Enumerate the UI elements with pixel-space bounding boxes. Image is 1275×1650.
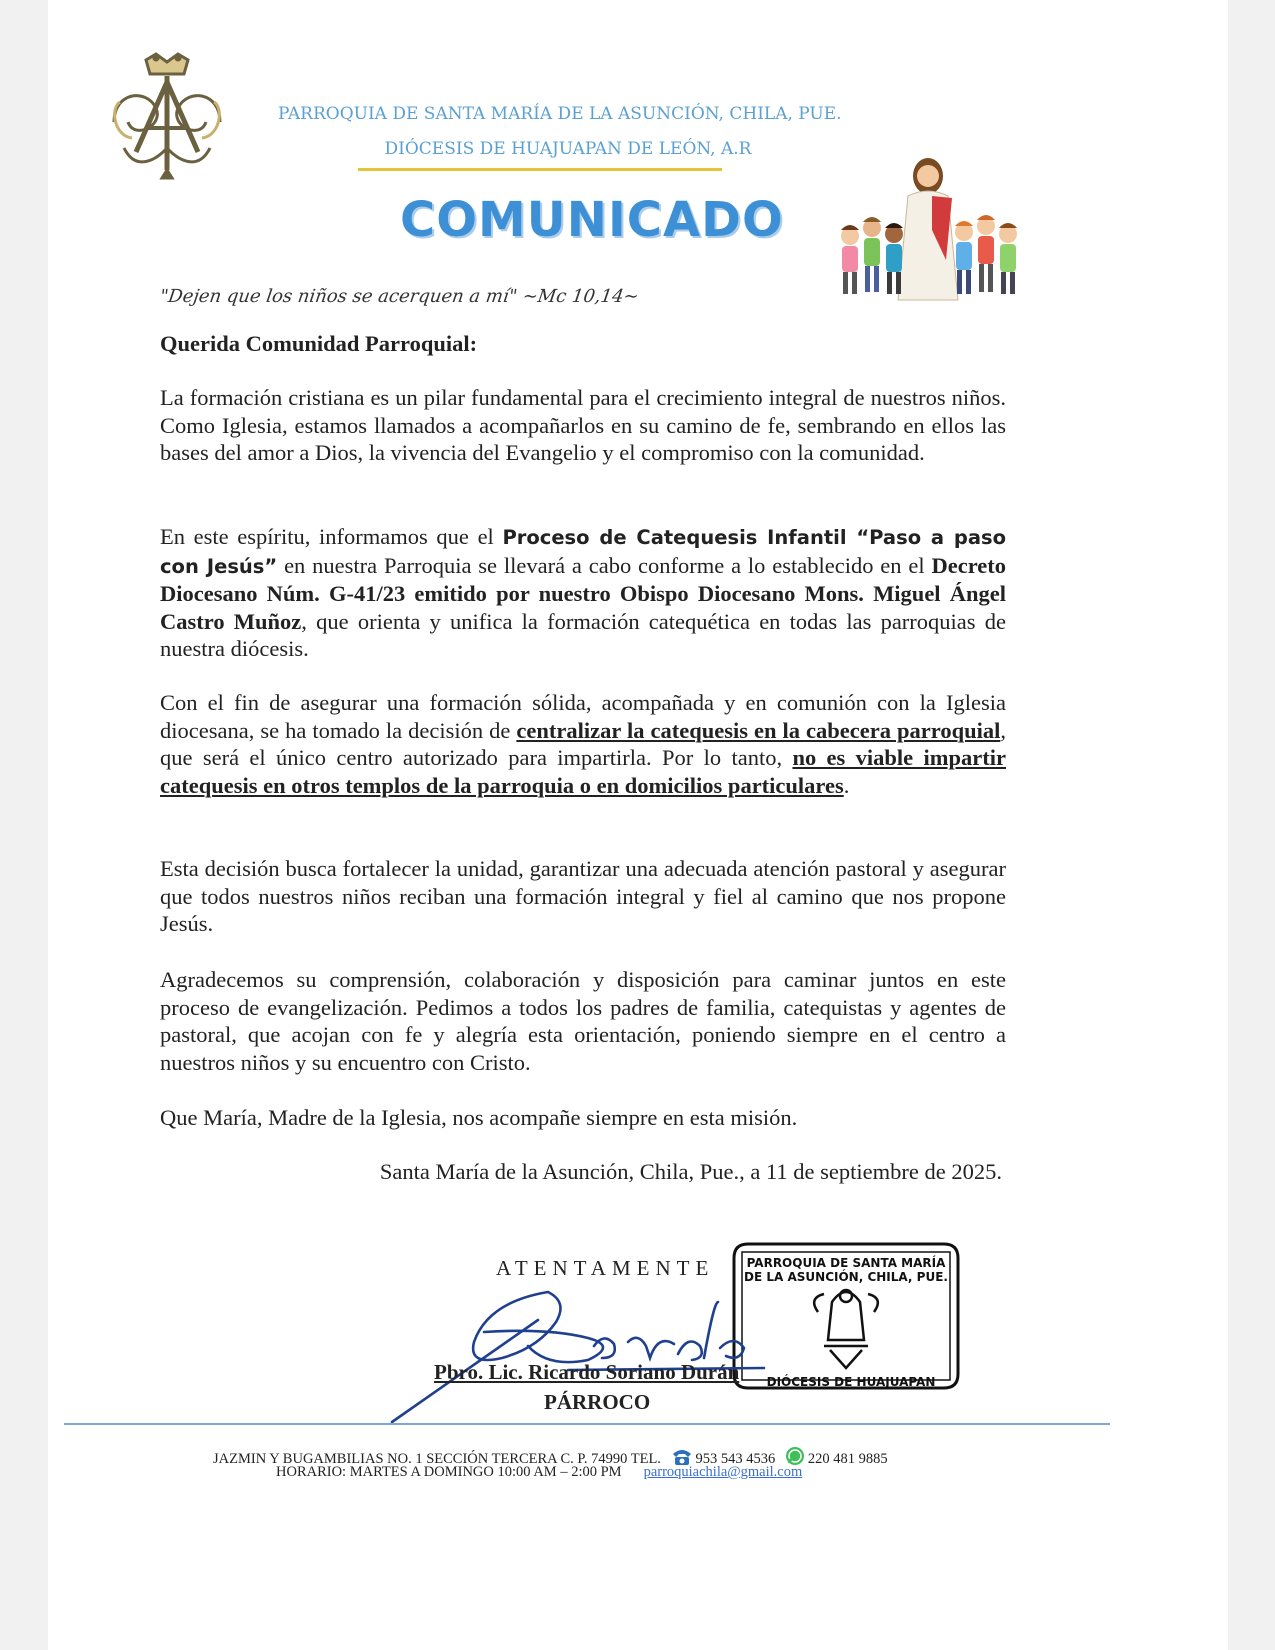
p3-text: Con el fin de asegurar una formación sólida, acompañada y en comunión con la Iglesia diocesana, se ha tomado la decisión de (160, 690, 1006, 743)
paragraph-5: Agradecemos su comprensión, colaboración y disposición para caminar juntos en este proceso de evangelización. Pedimos a todos los padres de familia, catequistas y agentes de pastoral, que acojan con fe y alegría esta orientación, poniendo siempre en el centro a nuestros niños y su encuentro con Cristo. (160, 967, 1006, 1075)
p2-text: En este espíritu, informamos que el (160, 524, 503, 549)
footer-divider (64, 1423, 1110, 1425)
decree-reference: Decreto Diocesano Núm. G-41/23 emitido por nuestro Obispo Diocesano Mons. Miguel Ángel Castro Muñoz (160, 552, 1006, 634)
footer-hours: HORARIO: MARTES A DOMINGO 10:00 AM – 2:00 PM (276, 1464, 622, 1480)
document-page (48, 0, 1228, 1650)
whatsapp-icon (785, 1446, 805, 1466)
p2-text: , que orienta y unifica la formación catequética en todas las parroquias de nuestra diócesis. (160, 608, 1006, 661)
stamp-parish-text: PARROQUIA DE SANTA MARÍA DE LA ASUNCIÓN, CHILA, PUE. (744, 1256, 948, 1284)
scripture-motto: "Dejen que los niños se acerquen a mí" ~Mc 10,14~ (158, 286, 641, 307)
footer-address: JAZMIN Y BUGAMBILIAS NO. 1 SECCIÓN TERCERA C. P. 74990 TEL. (213, 1451, 661, 1467)
parish-name: PARROQUIA DE SANTA MARÍA DE LA ASUNCIÓN, CHILA, PUE. (278, 104, 842, 124)
diocese-name: DIÓCESIS DE HUAJUAPAN DE LEÓN, A.R (384, 139, 752, 159)
letter-date: Santa María de la Asunción, Chila, Pue., a 11 de septiembre de 2025. (379, 1159, 1002, 1184)
paragraph-2 (160, 523, 1006, 663)
header-underline (358, 168, 722, 171)
signer-role: PÁRROCO (544, 1390, 651, 1414)
p3-text: , que será el único centro autorizado para impartirla. Por lo tanto, (160, 717, 1006, 770)
catechesis-program-name: Proceso de Catequesis Infantil “Paso a paso con Jesús” (160, 526, 1006, 578)
footer-email-link[interactable]: parroquiachila@gmail.com (643, 1464, 803, 1480)
greeting: Querida Comunidad Parroquial: (160, 331, 478, 356)
paragraph-1: La formación cristiana es un pilar fundamental para el crecimiento integral de nuestros niños. Como Iglesia, estamos llamados a acompañarlos en su camino de fe, sembrando en ellos las bases del amor a Dios, la vivencia del Evangelio y el compromiso con la comunidad. (160, 385, 1006, 465)
footer-whatsapp: 220 481 9885 (807, 1451, 888, 1467)
p3-text: . (843, 772, 850, 798)
footer-hours-line (276, 1464, 802, 1481)
signer-name: Pbro. Lic. Ricardo Soriano Durán (434, 1360, 740, 1384)
document-title: COMUNICADO (400, 192, 784, 248)
not-viable-statement: no es viable impartir catequesis en otros templos de la parroquia o en domicilios particulares (160, 745, 1006, 798)
stamp-diocese-text: DIÓCESIS DE HUAJUAPAN (766, 1375, 936, 1389)
centralize-statement: centralizar la catequesis en la cabecera parroquial (516, 717, 1001, 743)
p2-text: en nuestra Parroquia se llevará a cabo conforme a lo establecido en el (277, 552, 932, 578)
jesus-with-children-illustration (828, 150, 1028, 315)
parish-logo-icon (106, 52, 228, 182)
closing-word: ATENTAMENTE (496, 1256, 715, 1280)
paragraph-4: Esta decisión busca fortalecer la unidad, garantizar una adecuada atención pastoral y asegurar que todos nuestros niños reciban una formación integral y fiel al camino que nos propone Jesús. (160, 856, 1006, 936)
paragraph-6: Que María, Madre de la Iglesia, nos acompañe siempre en esta misión. (160, 1105, 798, 1130)
footer-phone: 953 543 4536 (695, 1451, 776, 1467)
paragraph-3 (160, 689, 1006, 799)
